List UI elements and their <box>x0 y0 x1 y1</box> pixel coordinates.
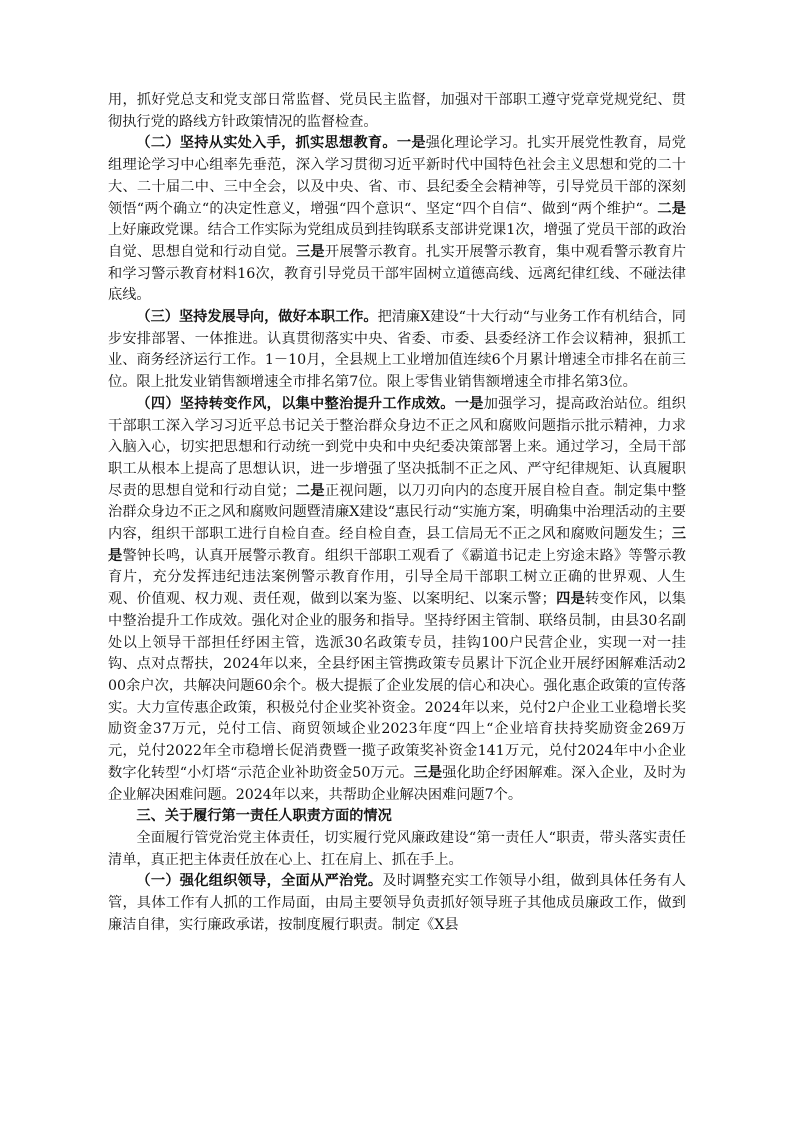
bold-text: 二是 <box>295 482 325 499</box>
bold-text: （二）坚持从实处入手，抓实思想教育。一是 <box>136 135 426 152</box>
body-text: 全面履行管党治党主体责任，切实履行党风廉政建设“第一责任人“职责，带头落实责任清单，真正把主体责任放在心上、扛在肩上、抓在手上。 <box>108 829 686 868</box>
body-text: 加强学习，提高政治站位。组织干部职工深入学习习近平总书记关于整治群众身边不正之风和腐败问题指示批示精神，力求入脑入心，切实把思想和行动统一到党中央和中央纪委决策部署上来。通过学习，全局干部职工从根本上提高了思想认识，进一步增强了坚决抵制不正之风、严守纪律规矩、认真履职尽责的思想自觉和行动自觉； <box>108 395 686 499</box>
body-text: 转变作风，以集中整治提升工作成效。强化对企业的服务和指导。坚持纾困主管制、联络员制，由县30名副处以上领导干部担任纾困主管，选派30名政策专员，挂钩100户民营企业，实现一对一挂钩、点对点帮扶，2024年以来，全县纾困主管携政策专员累计下沉企业开展纾困解难活动200余户次，共解决问题60余个。极大提振了企业发展的信心和决心。强化惠企政策的宣传落实。大力宣传惠企政策，积极兑付企业奖补资金。2024年以来，兑付2户企业工业稳增长奖励资金37万元，兑付工信、商贸领域企业2023年度“四上“企业培育扶持奖励资金269万元，兑付2022年全市稳增长促消费暨一揽子政策奖补资金141万元，兑付2024年中小企业数字化转型“小灯塔“示范企业补助资金50万元。 <box>108 591 686 781</box>
body-text: 正视问题，以刀刃向内的态度开展自检自查。制定集中整治群众身边不正之风和腐败问题暨清廉X建设“惠民行动“实施方案，明确集中治理活动的主要内容，组织干部职工进行自检自查。经自检自查，县工信局无不正之风和腐败问题发生； <box>108 482 686 543</box>
bold-text: 三是 <box>295 243 325 260</box>
body-text: 把清廉X建设“十大行动“与业务工作有机结合，同步安排部署、一体推进。认真贯彻落实中央、省委、市委、县委经济工作会议精神，狠抓工业、商务经济运行工作。1－10月，全县规上工业增加值连续6个月累计增速全市排名在前三位。限上批发业销售额增速全市排名第7位。限上零售业销售额增速全市排名第3位。 <box>108 309 686 391</box>
bold-text: （三）坚持发展导向，做好本职工作。 <box>136 309 378 326</box>
body-text: 警钟长鸣，认真开展警示教育。组织干部职工观看了《霸道书记走上穷途末路》等警示教育片，充分发挥违纪违法案例警示教育作用，引导全局干部职工树立正确的世界观、人生观、价值观、权力观、责任观，做到以案为鉴、以案明纪、以案示警； <box>108 547 686 608</box>
bold-text: 三是 <box>108 526 686 564</box>
body-text: 强化理论学习。扎实开展党性教育，局党组理论学习中心组率先垂范，深入学习贯彻习近平新时代中国特色社会主义思想和党的二十大、二十届二中、三中全会，以及中央、省、市、县纪委全会精神等，引导党员干部的深刻领悟“两个确立“的决定性意义，增强“四个意识“、坚定“四个自信“、做到“两个维护“。 <box>108 135 686 217</box>
paragraph <box>108 871 686 936</box>
body-text: 开展警示教育。扎实开展警示教育，集中观看警示教育片和学习警示教育材料16次，教育引导党员干部牢固树立道德高线、远离纪律红线、不碰法律底线。 <box>108 243 686 304</box>
document-page <box>108 90 686 936</box>
bold-text: （一）强化组织领导，全面从严治党。 <box>136 873 383 890</box>
body-text: 上好廉政党课。结合工作实际为党组成员到挂钩联系支部讲党课1次，增强了党员干部的政治自觉、思想自觉和行动自觉。 <box>108 222 686 260</box>
bold-text: 二是 <box>657 200 686 217</box>
paragraph <box>108 133 686 307</box>
body-text: 强化助企纾困解难。深入企业，及时为企业解决困难问题。2024年以来，共帮助企业解决困难问题7个。 <box>108 764 686 803</box>
body-text: 用，抓好党总支和党支部日常监督、党员民主监督，加强对干部职工遵守党章党规党纪、贯彻执行党的路线方针政策情况的监督检查。 <box>108 92 686 130</box>
body-text: 及时调整充实工作领导小组，做到具体任务有人管，具体工作有人抓的工作局面，由局主要领导负责抓好领导班子其他成员廉政工作，做到廉洁自律，实行廉政承诺，按制度履行职责。制定《X县 <box>108 873 686 933</box>
bold-text: 四是 <box>555 591 586 608</box>
bold-text: 三是 <box>413 764 443 781</box>
bold-text: （四）坚持转变作风，以集中整治提升工作成效。一是 <box>136 395 484 412</box>
paragraph <box>108 307 686 394</box>
bold-text: 三、关于履行第一责任人职责方面的情况 <box>136 808 392 825</box>
paragraph <box>108 394 686 806</box>
paragraph <box>108 90 686 133</box>
paragraph <box>108 806 686 828</box>
paragraph <box>108 828 686 871</box>
